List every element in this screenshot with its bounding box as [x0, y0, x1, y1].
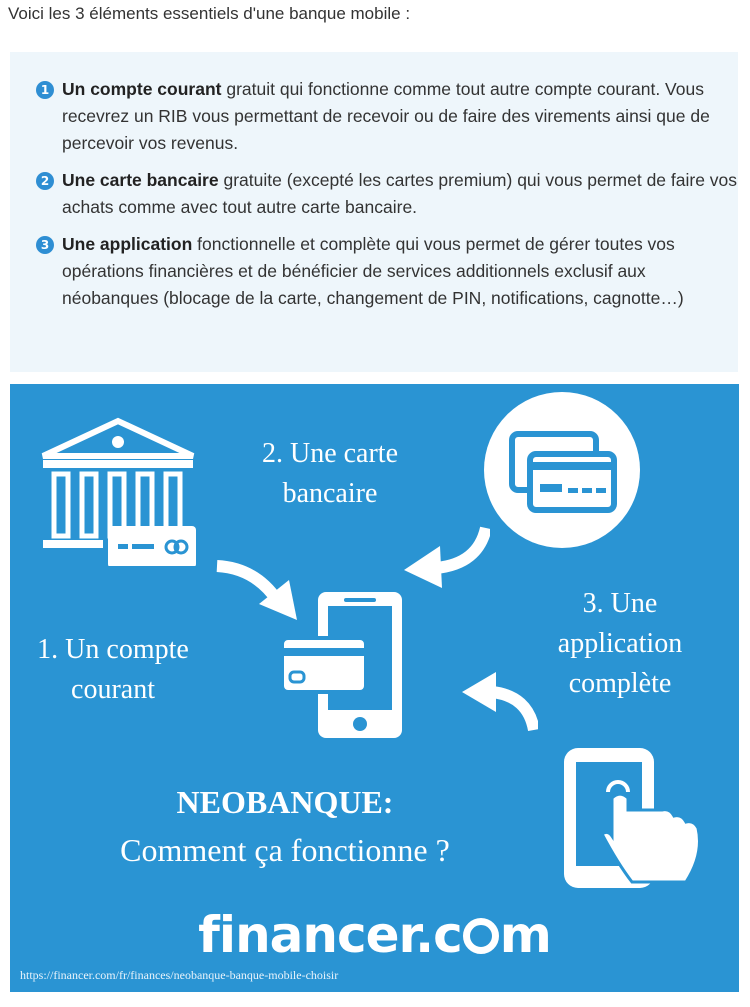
list-item — [36, 167, 742, 221]
list-item — [36, 76, 742, 157]
label-account — [18, 630, 208, 710]
source-url: https://financer.com/fr/finances/neobanque-banque-mobile-choisir — [20, 968, 339, 982]
financer-logo: financer.c m — [198, 906, 551, 964]
banner-title: NEOBANQUE: — [176, 784, 394, 820]
label-line: 2. Une carte — [261, 438, 399, 469]
checkmark-number-icon: 2 — [36, 172, 54, 190]
item-bold: Une carte bancaire — [62, 170, 219, 190]
label-line: 1. Un compte — [37, 634, 189, 665]
credit-card-icon — [482, 390, 642, 550]
label-line: courant — [71, 674, 155, 705]
item-text: gratuit qui fonctionne comme tout autre compte courant. Vous recevrez un RIB vous permettant de recevoir ou de faire des virements ainsi que de percevoir vos revenus. — [62, 79, 710, 153]
item-text: fonctionnelle et complète qui vous permet de gérer toutes vos opérations financières et de bénéficier de services additionnels exclusif aux néobanques (blocage de la carte, changement de PIN, notifications, cagnotte…) — [62, 234, 684, 308]
item-bold: Un compte courant — [62, 79, 222, 99]
arrow-icon — [400, 524, 490, 594]
label-line: 3. Une — [582, 588, 658, 619]
smartphone-icon — [278, 590, 408, 740]
item-bold: Une application — [62, 234, 193, 254]
infographic-banner — [10, 384, 739, 992]
label-line: application — [557, 628, 683, 659]
checkmark-number-icon: 3 — [36, 236, 54, 254]
list-item — [36, 231, 742, 312]
label-app — [530, 584, 710, 704]
banner-subtitle: Comment ça fonctionne ? — [120, 832, 450, 868]
arrow-icon — [458, 672, 538, 732]
label-card — [230, 434, 430, 514]
info-box — [10, 52, 738, 372]
intro-text: Voici les 3 éléments essentiels d'une banque mobile : — [8, 4, 411, 23]
label-line: bancaire — [282, 478, 378, 509]
item-text: gratuite (excepté les cartes premium) qui vous permet de faire vos achats comme avec tout autre carte bancaire. — [62, 170, 738, 217]
touch-phone-icon — [558, 744, 708, 894]
checkmark-number-icon: 1 — [36, 81, 54, 99]
label-line: complète — [568, 668, 672, 699]
bank-icon — [38, 416, 198, 566]
